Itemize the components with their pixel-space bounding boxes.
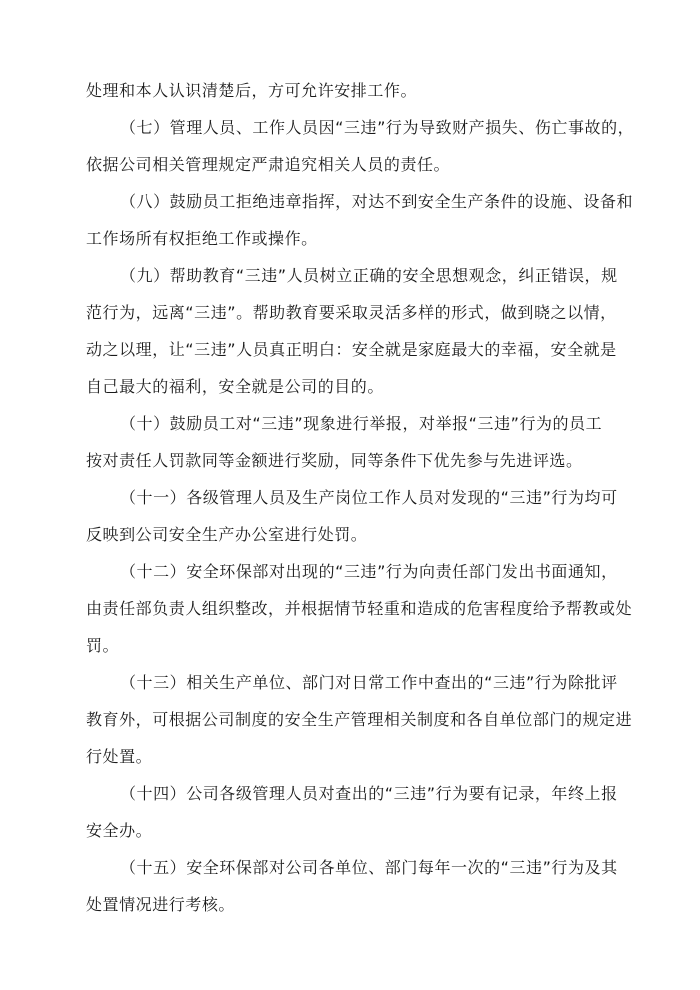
paragraph	[86, 412, 614, 472]
paragraph	[86, 79, 614, 102]
text-line: （十五）安全环保部对公司各单位、部门每年一次的“三违”行为及其	[120, 858, 618, 877]
text-line: 安全办。	[86, 821, 153, 840]
paragraph	[86, 560, 633, 657]
text-line: （十二）安全环保部对出现的“三违”行为向责任部门发出书面通知，	[120, 562, 618, 581]
text-line: 教育外，可根据公司制度的安全生产管理相关制度和各自单位部门的规定进	[86, 710, 633, 729]
paragraph	[86, 671, 633, 768]
text-line: 行处置。	[86, 747, 153, 766]
paragraph	[86, 486, 618, 546]
paragraph	[86, 116, 635, 176]
text-line: （九）帮助教育“三违”人员树立正确的安全思想观念，纠正错误，规	[120, 266, 618, 285]
text-line: 范行为，远离“三违”。帮助教育要采取灵活多样的形式，做到晓之以情，	[86, 303, 617, 322]
text-line: （十）鼓励员工对“三违”现象进行举报，对举报“三违”行为的员工	[120, 414, 603, 433]
document-body	[86, 79, 635, 916]
text-line: 依据公司相关管理规定严肃追究相关人员的责任。	[86, 155, 451, 174]
paragraph	[86, 856, 618, 916]
text-line: 处理和本人认识清楚后，方可允许安排工作。	[86, 81, 418, 100]
text-line: （十三）相关生产单位、部门对日常工作中查出的“三违”行为除批评	[120, 673, 618, 692]
text-line: 罚。	[86, 636, 120, 655]
text-line: 工作场所有权拒绝工作或操作。	[86, 229, 318, 248]
text-line: 处置情况进行考核。	[86, 895, 235, 914]
text-line: 按对责任人罚款同等金额进行奖励，同等条件下优先参与先进评选。	[86, 451, 583, 470]
text-line: （七）管理人员、工作人员因“三违”行为导致财产损失、伤亡事故的，	[120, 118, 635, 137]
paragraph	[86, 264, 618, 398]
text-line: （八）鼓励员工拒绝违章指挥，对达不到安全生产条件的设施、设备和	[120, 192, 634, 211]
paragraph	[86, 190, 634, 250]
text-line: 动之以理，让“三违”人员真正明白：安全就是家庭最大的幸福，安全就是	[86, 340, 617, 359]
text-line: 自己最大的福利，安全就是公司的目的。	[86, 377, 384, 396]
text-line: 由责任部负责人组织整改，并根据情节轻重和造成的危害程度给予帮教或处	[86, 599, 633, 618]
paragraph	[86, 782, 618, 842]
text-line: 反映到公司安全生产办公室进行处罚。	[86, 525, 368, 544]
text-line: （十一）各级管理人员及生产岗位工作人员对发现的“三违”行为均可	[120, 488, 618, 507]
text-line: （十四）公司各级管理人员对查出的“三违”行为要有记录，年终上报	[120, 784, 618, 803]
